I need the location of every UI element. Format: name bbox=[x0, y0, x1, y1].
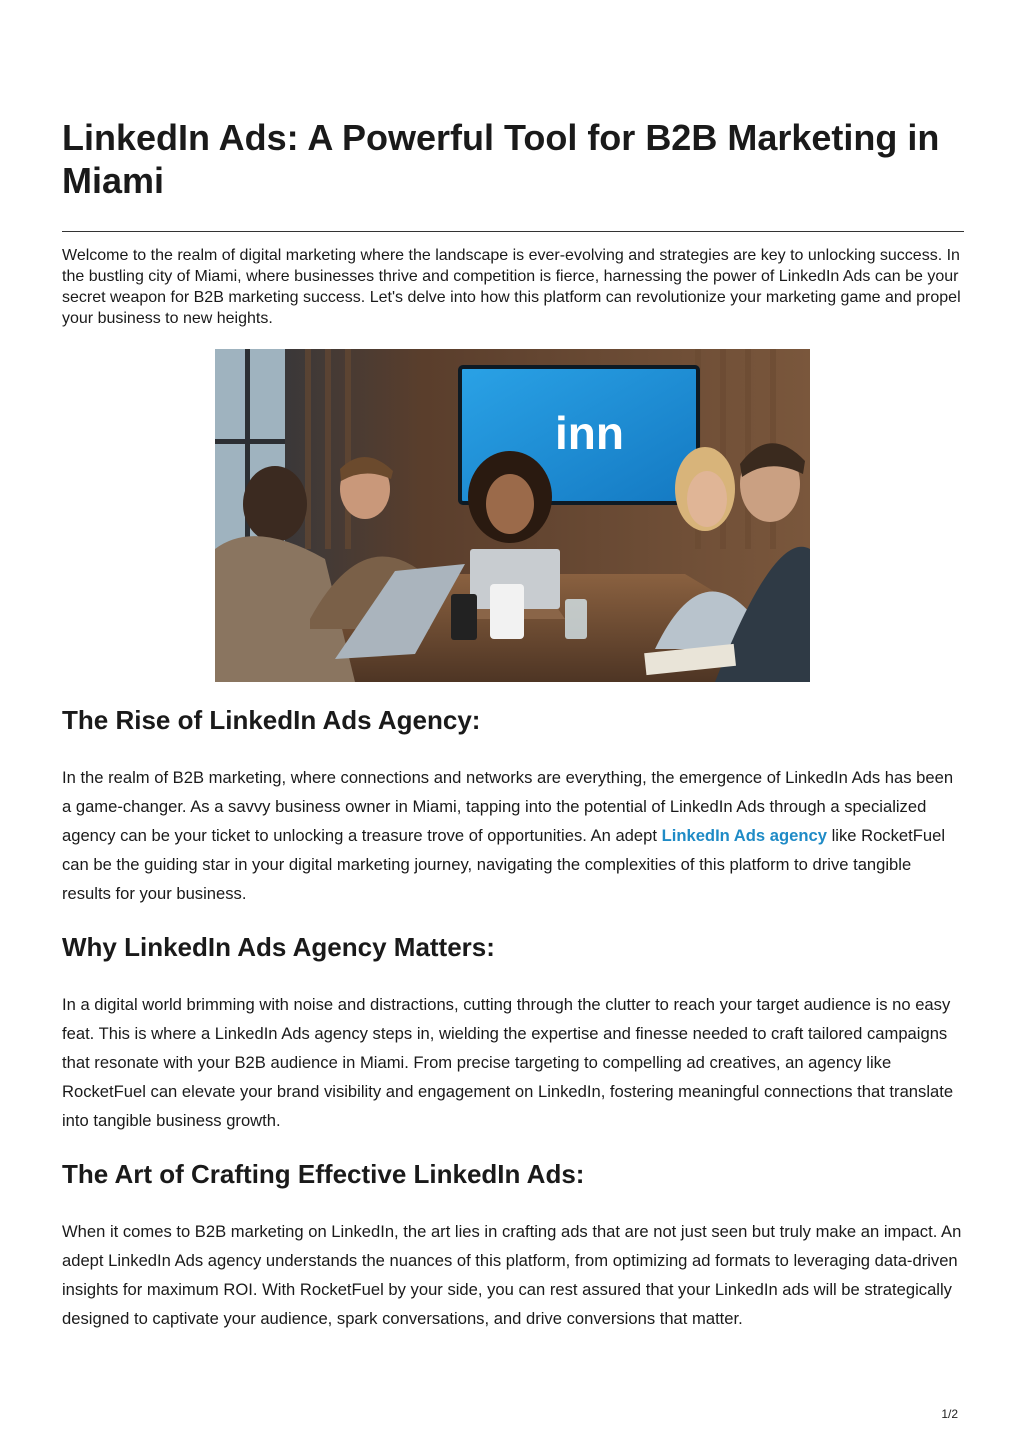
title-divider bbox=[62, 231, 964, 232]
screen-logo-text: inn bbox=[555, 407, 624, 459]
linkedin-ads-agency-link[interactable]: LinkedIn Ads agency bbox=[661, 826, 827, 845]
document-title: LinkedIn Ads: A Powerful Tool for B2B Marketing in Miami bbox=[62, 117, 940, 201]
section-heading-art: The Art of Crafting Effective LinkedIn Ads: bbox=[62, 1159, 585, 1189]
page-number: 1/2 bbox=[941, 1407, 958, 1421]
section-body-why: In a digital world brimming with noise and distractions, cutting through the clutter to reach your target audience is no easy feat. This is where a LinkedIn Ads agency steps in, wielding the expertise and finesse needed to craft tailored campaigns that resonate with your B2B audience in Miami. From precise targeting to compelling ad creatives, an agency like RocketFuel can elevate your brand visibility and engagement on LinkedIn, fostering meaningful connections that translate into tangible business growth. bbox=[62, 995, 954, 1130]
section-body-rise-start: In the realm of B2B marketing, where connections and networks are everything, the emergence of LinkedIn Ads has been a game-changer. As a savvy business owner in Miami, tapping into the potential of LinkedIn Ads through a specialized agency can be your ticket to unlocking a treasure trove of opportunities. An adept bbox=[62, 768, 954, 845]
section-heading-rise: The Rise of LinkedIn Ads Agency: bbox=[62, 705, 481, 735]
intro-paragraph: Welcome to the realm of digital marketing where the landscape is ever-evolving and strategies are key to unlocking success. In the bustling city of Miami, where businesses thrive and competition is fierce, harnessing the power of LinkedIn Ads can be your secret weapon for B2B marketing success. Let's delve into how this platform can revolutionize your marketing game and propel your business to new heights. bbox=[62, 247, 961, 327]
meeting-photo bbox=[215, 349, 810, 682]
section-body-rise bbox=[62, 763, 964, 908]
section-body-art: When it comes to B2B marketing on LinkedIn, the art lies in crafting ads that are not just seen but truly make an impact. An adept LinkedIn Ads agency understands the nuances of this platform, from optimizing ad formats to leveraging data-driven insights for maximum ROI. With RocketFuel by your side, you can rest assured that your LinkedIn ads will be strategically designed to captivate your audience, spark conversations, and drive conversions that matter. bbox=[62, 1222, 962, 1328]
section-body-rise-end: like RocketFuel can be the guiding star in your digital marketing journey, navigating the complexities of this platform to drive tangible results for your business. bbox=[62, 826, 946, 903]
section-heading-why: Why LinkedIn Ads Agency Matters: bbox=[62, 932, 495, 962]
